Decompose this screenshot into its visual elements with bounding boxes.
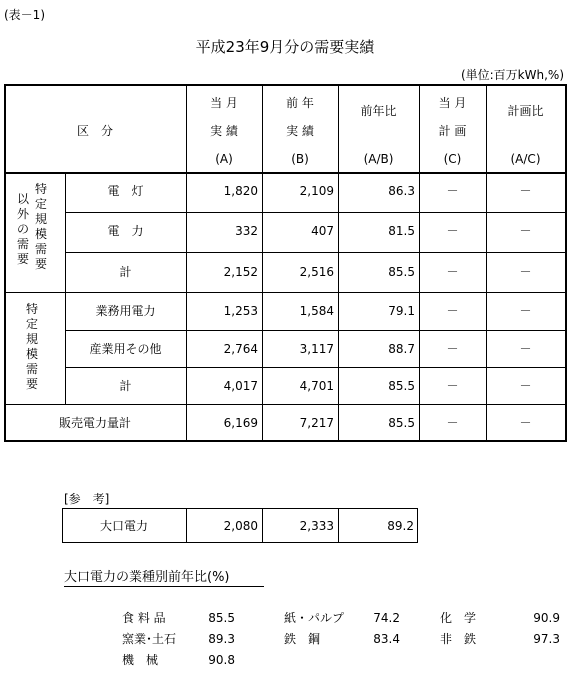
cell-a: 4,017 bbox=[223, 379, 258, 393]
cell-ratio: 79.1 bbox=[388, 304, 415, 318]
cell-c: － bbox=[446, 304, 459, 318]
cell-ac: － bbox=[519, 265, 532, 279]
cell-c: － bbox=[446, 224, 459, 238]
cell-b: 407 bbox=[311, 224, 334, 238]
group-label-specific: 特 定 規 模 需 要 bbox=[25, 302, 38, 391]
header-col-c-line3: (C) bbox=[443, 152, 462, 166]
cell-ratio: 85.5 bbox=[388, 265, 415, 279]
unit-label: (単位:百万kWh,%) bbox=[460, 68, 564, 82]
cell-b: 7,217 bbox=[299, 416, 334, 430]
page-title: 平成23年9月分の需要実績 bbox=[195, 38, 375, 56]
group-label-other-left: 以 外 の 需 要 bbox=[16, 192, 29, 266]
cell-a: 2,152 bbox=[223, 265, 258, 279]
row-label: 計 bbox=[119, 379, 132, 393]
row-label: 電 力 bbox=[107, 224, 144, 238]
row-label: 電 灯 bbox=[107, 184, 144, 198]
header-col-c-line2: 計 画 bbox=[438, 124, 467, 138]
cell-ratio: 85.5 bbox=[388, 416, 415, 430]
row-label-total: 販売電力量計 bbox=[58, 416, 131, 430]
cell-b: 1,584 bbox=[299, 304, 334, 318]
header-col-b-line3: (B) bbox=[291, 152, 309, 166]
cell-ac: － bbox=[519, 304, 532, 318]
group-label-other-right: 特 定 規 模 需 要 bbox=[34, 182, 47, 271]
cell-ratio: 88.7 bbox=[388, 342, 415, 356]
cell-ratio: 81.5 bbox=[388, 224, 415, 238]
header-col-c-line1: 当 月 bbox=[438, 96, 467, 110]
cell-b: 4,701 bbox=[299, 379, 334, 393]
industry-name: 鉄 鋼 bbox=[284, 632, 321, 646]
industry-name: 窯業･土石 bbox=[122, 632, 177, 646]
header-category: 区 分 bbox=[76, 124, 113, 138]
industry-name: 非 鉄 bbox=[440, 632, 477, 646]
cell-a: 2,080 bbox=[223, 519, 258, 533]
industry-value: 90.9 bbox=[533, 611, 560, 625]
cell-a: 1,820 bbox=[223, 184, 258, 198]
cell-ratio: 86.3 bbox=[388, 184, 415, 198]
industry-title-underline bbox=[64, 586, 264, 587]
industry-value: 89.3 bbox=[208, 632, 235, 646]
industry-value: 90.8 bbox=[208, 653, 235, 667]
cell-ac: － bbox=[519, 342, 532, 356]
reference-label: [参 考] bbox=[64, 492, 110, 506]
cell-c: － bbox=[446, 416, 459, 430]
industry-value: 83.4 bbox=[373, 632, 400, 646]
industry-name: 紙・パルプ bbox=[284, 611, 345, 625]
cell-b: 2,109 bbox=[299, 184, 334, 198]
cell-ac: － bbox=[519, 184, 532, 198]
table-label: (表－1) bbox=[4, 8, 45, 22]
row-label: 大口電力 bbox=[99, 519, 148, 533]
header-col-ac-line1: 計画比 bbox=[507, 104, 544, 118]
header-col-ac-line3: (A/C) bbox=[510, 152, 541, 166]
cell-c: － bbox=[446, 265, 459, 279]
industry-name: 機 械 bbox=[122, 653, 159, 667]
industry-name: 食 料 品 bbox=[122, 611, 166, 625]
cell-b: 2,333 bbox=[299, 519, 334, 533]
industry-title: 大口電力の業種別前年比(%) bbox=[64, 570, 230, 585]
industry-value: 74.2 bbox=[373, 611, 400, 625]
row-label: 業務用電力 bbox=[95, 304, 156, 318]
row-label: 産業用その他 bbox=[89, 342, 162, 356]
cell-ratio: 89.2 bbox=[387, 519, 414, 533]
cell-ac: － bbox=[519, 379, 532, 393]
cell-ac: － bbox=[519, 224, 532, 238]
cell-c: － bbox=[446, 379, 459, 393]
cell-b: 3,117 bbox=[299, 342, 334, 356]
cell-a: 6,169 bbox=[223, 416, 258, 430]
cell-ac: － bbox=[519, 416, 532, 430]
industry-value: 97.3 bbox=[533, 632, 560, 646]
cell-b: 2,516 bbox=[299, 265, 334, 279]
header-col-ratio-line3: (A/B) bbox=[363, 152, 394, 166]
cell-ratio: 85.5 bbox=[388, 379, 415, 393]
cell-c: － bbox=[446, 342, 459, 356]
header-col-a-line3: (A) bbox=[215, 152, 233, 166]
industry-name: 化 学 bbox=[440, 611, 477, 625]
header-col-ratio-line1: 前年比 bbox=[360, 104, 397, 118]
row-label: 計 bbox=[119, 265, 132, 279]
cell-a: 1,253 bbox=[223, 304, 258, 318]
industry-value: 85.5 bbox=[208, 611, 235, 625]
header-col-a-line2: 実 績 bbox=[210, 124, 238, 138]
header-col-b-line2: 実 績 bbox=[286, 124, 314, 138]
header-col-a-line1: 当 月 bbox=[210, 96, 238, 110]
cell-c: － bbox=[446, 184, 459, 198]
header-col-b-line1: 前 年 bbox=[286, 96, 314, 110]
cell-a: 332 bbox=[235, 224, 258, 238]
cell-a: 2,764 bbox=[223, 342, 258, 356]
